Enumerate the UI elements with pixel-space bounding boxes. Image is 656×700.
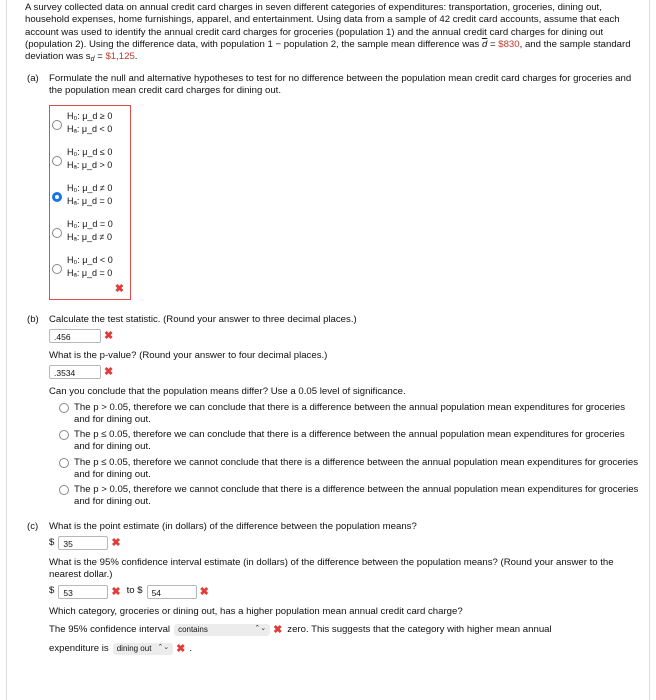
null-hypothesis: H₀: μ_d < 0 <box>67 254 113 265</box>
alt-hypothesis: Hₐ: μ_d = 0 <box>67 195 113 206</box>
sentence-period: . <box>189 642 193 654</box>
radio-button[interactable] <box>59 485 69 495</box>
ci-lower-input[interactable]: 53 <box>58 585 108 599</box>
radio-button[interactable] <box>52 228 62 238</box>
alt-hypothesis: Hₐ: μ_d > 0 <box>67 159 113 170</box>
incorrect-x-icon: ✖ <box>273 623 283 636</box>
category-select[interactable]: dining out ⌃⌄ <box>113 643 173 655</box>
point-estimate-question: What is the point estimate (in dollars) of the difference between the population means? <box>49 520 417 532</box>
hypothesis-option-3[interactable] <box>52 182 130 218</box>
contains-select[interactable]: contains ⌃⌄ <box>174 624 270 636</box>
null-hypothesis: H₀: μ_d = 0 <box>67 218 113 229</box>
hypothesis-option-4[interactable] <box>52 218 130 254</box>
part-a <box>25 73 639 300</box>
conclusion-option-2[interactable] <box>49 429 639 454</box>
incorrect-x-icon: ✖ <box>199 585 209 598</box>
conclusion-option-4[interactable] <box>49 484 639 509</box>
to-label: to $ <box>126 585 143 597</box>
null-hypothesis: H₀: μ_d ≥ 0 <box>67 110 113 121</box>
incorrect-x-icon: ✖ <box>176 642 186 655</box>
higher-category-question: Which category, groceries or dining out, has a higher population mean annual credit card charge? <box>49 605 463 617</box>
problem-intro: A survey collected data on annual credit card charges in seven different categories of expenditures: transportation, groceries, dining out, household expenses, home furnishings, apparel, and entertainment. Using data from a sample of 42 credit card accounts, assume that each account was used to identify the annual credit card charges for groceries (population 1) and the annual credit card charges for dining out (population 2). Using the difference data, with population 1 − population 2, the sample mean difference was $\overline{d}$ = $830, and the sample standard deviation was $s_d$ = $1,125. <box>25 2 631 64</box>
radio-button[interactable] <box>52 264 62 274</box>
part-b-label: (b) <box>27 313 39 325</box>
option-text: The p ≤ 0.05, therefore we can conclude that there is a difference between the annual population mean expenditures for groceries and for dining out. <box>74 429 625 453</box>
alt-hypothesis: Hₐ: μ_d < 0 <box>67 123 113 134</box>
sd-value: $1,125 <box>105 51 135 63</box>
chevron-updown-icon: ⌃⌄ <box>157 644 170 652</box>
expenditure-sentence-start: expenditure is <box>49 642 109 654</box>
option-text: The p > 0.05, therefore we can conclude that there is a difference between the annual population mean expenditures for groceries and for dining out. <box>74 401 626 425</box>
hypothesis-options <box>49 105 131 300</box>
part-a-label: (a) <box>27 73 39 85</box>
conclusion-option-3[interactable] <box>49 457 639 482</box>
alt-hypothesis: Hₐ: μ_d ≠ 0 <box>67 231 112 242</box>
ci-sentence-end: zero. This suggests that the category with higher mean annual <box>287 623 552 635</box>
alt-hypothesis: Hₐ: μ_d = 0 <box>67 267 113 278</box>
p-value-question: What is the p-value? (Round your answer to four decimal places.) <box>49 349 328 361</box>
ci-sentence-start: The 95% confidence interval <box>49 623 171 635</box>
incorrect-x-icon: ✖ <box>104 366 114 379</box>
p-value-input[interactable]: .3534 <box>49 365 101 379</box>
hypothesis-option-2[interactable] <box>52 146 130 182</box>
mean-diff-value: $830 <box>498 38 520 50</box>
option-text: The p > 0.05, therefore we cannot conclude that there is a difference between the annual population mean expenditures for groceries and for dining out. <box>74 484 639 508</box>
part-c-label: (c) <box>27 520 39 532</box>
radio-button[interactable] <box>52 120 62 130</box>
null-hypothesis: H₀: μ_d ≠ 0 <box>67 182 113 193</box>
incorrect-x-icon: ✖ <box>104 329 114 342</box>
hypothesis-option-1[interactable] <box>52 110 130 146</box>
ci-upper-input[interactable]: 54 <box>147 585 197 599</box>
point-estimate-input[interactable]: 35 <box>58 536 108 550</box>
radio-button[interactable] <box>59 403 69 413</box>
radio-button-selected[interactable] <box>52 192 62 202</box>
part-a-question: Formulate the null and alternative hypotheses to test for no difference between the population mean credit card charges for groceries and the population mean credit card charges for dining out. <box>49 73 632 97</box>
currency-symbol: $ <box>49 585 55 597</box>
part-c <box>25 521 639 656</box>
radio-button[interactable] <box>59 458 69 468</box>
currency-symbol: $ <box>49 536 55 548</box>
question-page <box>6 0 650 700</box>
conclusion-option-1[interactable] <box>49 402 639 427</box>
incorrect-x-icon: ✖ <box>114 283 124 296</box>
test-statistic-question: Calculate the test statistic. (Round your answer to three decimal places.) <box>49 313 357 325</box>
option-text: The p ≤ 0.05, therefore we cannot conclude that there is a difference between the annual population mean expenditures for groceries and for dining out. <box>74 456 639 480</box>
confidence-interval-question: What is the 95% confidence interval estimate (in dollars) of the difference between the population means? (Round your answer to the nearest dollar.) <box>49 556 614 581</box>
conclusion-question: Can you conclude that the population means differ? Use a 0.05 level of significance. <box>49 386 406 398</box>
test-statistic-input[interactable]: .456 <box>49 329 101 343</box>
incorrect-x-icon: ✖ <box>111 585 121 598</box>
radio-button[interactable] <box>52 156 62 166</box>
null-hypothesis: H₀: μ_d ≤ 0 <box>67 146 113 157</box>
chevron-updown-icon: ⌃⌄ <box>254 625 267 633</box>
part-b <box>25 314 639 509</box>
radio-button[interactable] <box>59 430 69 440</box>
incorrect-x-icon: ✖ <box>111 536 121 549</box>
